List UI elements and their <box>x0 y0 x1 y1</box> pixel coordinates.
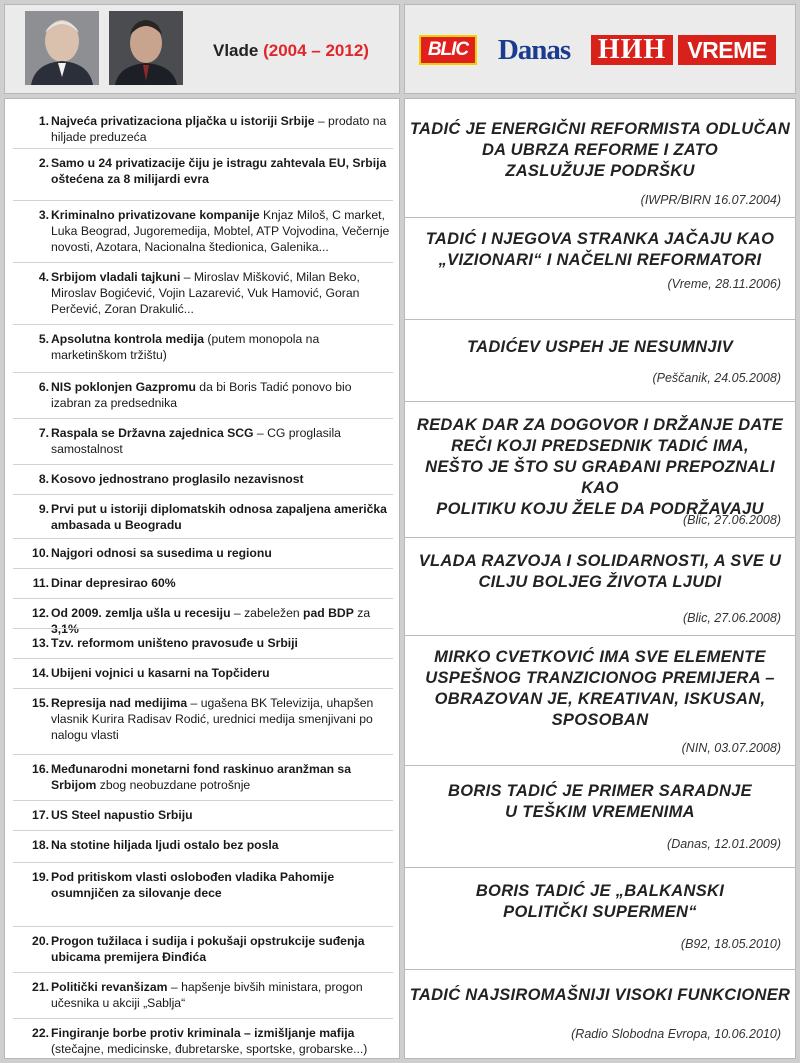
list-item-number: 6. <box>38 380 49 394</box>
list-item-number: 19. <box>32 870 49 884</box>
list-item-text <box>51 933 391 965</box>
quote-line: VLADA RAZVOJA I SOLIDARNOSTI, A SVE U <box>418 552 782 570</box>
list-item-bold-text: Dinar depresirao 60% <box>51 576 176 590</box>
page-title <box>213 41 369 61</box>
quote-source: (B92, 18.05.2010) <box>680 937 781 951</box>
list-item-text <box>51 331 391 363</box>
list-divider <box>13 200 393 201</box>
list-item-text <box>51 425 391 457</box>
quote-text <box>405 551 795 593</box>
quote-source: (Blic, 27.06.2008) <box>683 513 781 527</box>
list-item-text <box>51 379 391 411</box>
list-item-regular-text: – Miroslav Mišković, Milan Beko, Miroslav Bogićević, Vojin Lazarević, Vuk Hamović, Goran Perčević, Zoran Drakulić... <box>51 270 360 316</box>
list-item-bold-text: Tzv. reformom uništeno pravosuđe u Srbiji <box>51 636 298 650</box>
quote-text <box>405 119 795 182</box>
list-item-number: 12. <box>32 606 49 620</box>
list-item-regular-text: da bi Boris Tadić ponovo bio izabran za predsednika <box>51 380 352 410</box>
quote-line: POLITIČKI SUPERMEN“ <box>503 903 697 921</box>
quote-text <box>405 229 795 271</box>
quote-line: USPEŠNOG TRANZICIONOG PREMIJERA – <box>425 669 775 687</box>
quote-line: REDAK DAR ZA DOGOVOR I DRŽANJE DATE <box>416 416 784 434</box>
list-item-regular-text: – zabeležen <box>230 606 304 620</box>
list-item-bold-text: US Steel napustio Srbiju <box>51 808 193 822</box>
quote-line: TADIĆ JE ENERGIČNI REFORMISTA ODLUČAN <box>409 120 791 138</box>
list-item-number: 18. <box>32 838 49 852</box>
list-item-text <box>51 605 391 637</box>
list-item-regular-text: zbog neobuzdane potrošnje <box>96 778 251 792</box>
quote-divider <box>405 765 795 766</box>
quote-line: CILJU BOLJEG ŽIVOTA LJUDI <box>478 573 722 591</box>
list-item-regular-text: Knjaz Miloš, C market, Luka Beograd, Jugoremedija, Mobtel, ATP Vojvodina, Večernje novosti, Azotara, Nacionalna štedionica, Galenika... <box>51 208 390 254</box>
list-item-bold-text: Srbijom vladali tajkuni <box>51 270 181 284</box>
list-item-regular-text: – prodato na hiljade preduzeća <box>51 114 387 144</box>
list-item-regular-text: – hapšenje bivših ministara, progon učesnika u akciji „Sablja“ <box>51 980 363 1010</box>
portrait-right-image <box>109 11 183 85</box>
quote-line: TADIĆ NAJSIROMAŠNIJI VISOKI FUNKCIONER <box>409 986 791 1004</box>
list-item-number: 1. <box>38 114 49 128</box>
quote-divider <box>405 537 795 538</box>
list-item-number: 22. <box>32 1026 49 1040</box>
list-divider <box>13 926 393 927</box>
quote-line: BORIS TADIĆ JE „BALKANSKI <box>475 882 725 900</box>
quote-text <box>405 647 795 731</box>
list-item-bold-text: NIS poklonjen Gazpromu <box>51 380 196 394</box>
quote-line: TADIĆ I NJEGOVA STRANKA JAČAJU KAO <box>425 230 775 248</box>
list-item-bold-text: Samo u 24 privatizacije čiju je istragu zahtevala EU, Srbija oštećena za 8 milijardi evra <box>51 156 387 186</box>
list-item-bold-text: Međunarodni monetarni fond raskinuo aranžman sa Srbijom <box>51 762 351 792</box>
title-years: (2004 – 2012) <box>263 41 369 60</box>
quote-text <box>405 337 795 358</box>
list-item-number: 9. <box>38 502 49 516</box>
list-item-text <box>51 155 391 187</box>
list-item-number: 3. <box>38 208 49 222</box>
list-item-regular-text: – ugašena BK Televizija, uhapšen vlasnik Kurira Radisav Rodić, urednici medija smenjivani po nalogu vlasti <box>51 696 374 742</box>
list-divider <box>13 538 393 539</box>
quote-divider <box>405 969 795 970</box>
list-item-text <box>51 471 391 487</box>
title-prefix: Vlade <box>213 41 264 60</box>
vreme-logo: VREME <box>678 35 776 65</box>
quote-source: (IWPR/BIRN 16.07.2004) <box>640 193 781 207</box>
quote-line: NEŠTO JE ŠTO SU GRAĐANI PREPOZNALI KAO <box>425 458 775 497</box>
list-item-regular-text: (putem monopola na marketinškom tržištu) <box>51 332 320 362</box>
list-divider <box>13 324 393 325</box>
list-item-bold-text: Najgori odnosi sa susedima u regionu <box>51 546 272 560</box>
quote-text <box>405 985 795 1006</box>
quote-text <box>405 415 795 520</box>
quote-line: BORIS TADIĆ JE PRIMER SARADNJE <box>448 782 752 800</box>
list-divider <box>13 262 393 263</box>
list-item-text <box>51 837 391 853</box>
quote-divider <box>405 635 795 636</box>
list-item-text <box>51 113 391 145</box>
list-item-text <box>51 207 391 255</box>
list-item-text <box>51 695 391 743</box>
quote-source: (NIN, 03.07.2008) <box>681 741 781 755</box>
list-item-text <box>51 761 391 793</box>
list-item-number: 2. <box>38 156 49 170</box>
list-item-text <box>51 545 391 561</box>
list-item-number: 16. <box>32 762 49 776</box>
list-item-number: 17. <box>32 808 49 822</box>
quote-line: DA UBRZA REFORME I ZATO <box>481 141 719 159</box>
list-item-regular-text: (stečajne, medicinske, đubretarske, sportske, grobarske...) <box>51 1042 368 1056</box>
list-item-number: 10. <box>32 546 49 560</box>
quote-line: ZASLUŽUJE PODRŠKU <box>505 162 695 180</box>
list-item-bold-text: Kriminalno privatizovane kompanije <box>51 208 260 222</box>
list-divider <box>13 372 393 373</box>
list-divider <box>13 568 393 569</box>
list-item-bold-text: Na stotine hiljada ljudi ostalo bez posla <box>51 838 279 852</box>
list-item-bold-text: pad BDP <box>303 606 354 620</box>
quote-line: U TEŠKIM VREMENIMA <box>505 803 695 821</box>
quote-divider <box>405 319 795 320</box>
list-item-text <box>51 979 391 1011</box>
list-item-regular-text: za <box>353 606 371 620</box>
list-item-bold-text: Fingiranje borbe protiv kriminala – izmišljanje mafija <box>51 1026 355 1040</box>
list-item-text <box>51 1025 391 1057</box>
nin-logo: НИН <box>591 35 673 65</box>
quote-line: „VIZIONARI“ I NAČELNI REFORMATORI <box>438 251 762 269</box>
quote-divider <box>405 867 795 868</box>
quote-source: (Vreme, 28.11.2006) <box>667 277 781 291</box>
list-divider <box>13 628 393 629</box>
quote-text <box>405 781 795 823</box>
quote-line: REČI KOJI PREDSEDNIK TADIĆ IMA, <box>451 437 749 455</box>
quote-line: POLITIKU KOJU ŽELE DA PODRŽAVAJU <box>436 500 764 518</box>
quote-source: (Blic, 27.06.2008) <box>683 611 781 625</box>
list-item-number: 20. <box>32 934 49 948</box>
list-item-text <box>51 269 391 317</box>
list-item-text <box>51 575 391 591</box>
list-divider <box>13 598 393 599</box>
list-item-text <box>51 501 391 533</box>
list-divider <box>13 972 393 973</box>
quote-text <box>405 881 795 923</box>
list-item-bold-text: Od 2009. zemlja ušla u recesiju <box>51 606 231 620</box>
list-item-bold-text: Represija nad medijima <box>51 696 188 710</box>
list-item-number: 14. <box>32 666 49 680</box>
list-item-number: 15. <box>32 696 49 710</box>
header-left-panel <box>4 4 400 94</box>
list-item-bold-text: Prvi put u istoriji diplomatskih odnosa zapaljena američka ambasada u Beogradu <box>51 502 387 532</box>
list-divider <box>13 862 393 863</box>
quote-source: (Radio Slobodna Evropa, 10.06.2010) <box>571 1027 781 1041</box>
header-right-panel <box>404 4 796 94</box>
list-item-number: 11. <box>32 576 49 590</box>
list-divider <box>13 754 393 755</box>
list-item-number: 4. <box>38 270 49 284</box>
list-divider <box>13 464 393 465</box>
list-divider <box>13 1018 393 1019</box>
media-quotes-list <box>404 98 796 1059</box>
list-item-bold-text: Politički revanšizam <box>51 980 168 994</box>
list-item-bold-text: Apsolutna kontrola medija <box>51 332 205 346</box>
list-divider <box>13 830 393 831</box>
quote-source: (Peščanik, 24.05.2008) <box>652 371 781 385</box>
portrait-left-image <box>25 11 99 85</box>
blic-logo: BLIC <box>419 35 477 65</box>
quote-line: MIRKO CVETKOVIĆ IMA SVE ELEMENTE <box>434 648 766 666</box>
list-item-number: 13. <box>32 636 49 650</box>
list-item-bold-text: Progon tužilaca i sudija i pokušaji opstrukcije suđenja ubicama premijera Đinđića <box>51 934 365 964</box>
list-item-bold-text: 3,1% <box>51 622 79 636</box>
list-item-number: 5. <box>38 332 49 346</box>
danas-logo: Danas <box>497 33 571 66</box>
list-divider <box>13 658 393 659</box>
list-item-bold-text: Raspala se Državna zajednica SCG <box>51 426 254 440</box>
list-item-bold-text: Kosovo jednostrano proglasilo nezavisnost <box>51 472 304 486</box>
list-divider <box>13 418 393 419</box>
list-item-text <box>51 869 391 901</box>
list-divider <box>13 688 393 689</box>
quote-line: SPOSOBAN <box>551 711 649 729</box>
failures-list <box>4 98 400 1059</box>
quote-source: (Danas, 12.01.2009) <box>667 837 781 851</box>
list-item-number: 7. <box>38 426 49 440</box>
list-item-number: 21. <box>32 980 49 994</box>
list-item-text <box>51 635 391 651</box>
quote-divider <box>405 217 795 218</box>
list-item-regular-text: – CG proglasila samostalnost <box>51 426 341 456</box>
newspaper-logos <box>419 35 776 65</box>
list-item-text <box>51 807 391 823</box>
list-item-bold-text: Najveća privatizaciona pljačka u istoriji Srbije <box>51 114 315 128</box>
portrait-photo-right <box>109 11 183 85</box>
quote-line: TADIĆEV USPEH JE NESUMNJIV <box>466 338 734 356</box>
list-item-bold-text: Pod pritiskom vlasti oslobođen vladika Pahomije osumnjičen za silovanje dece <box>51 870 335 900</box>
list-divider <box>13 800 393 801</box>
list-item-number: 8. <box>38 472 49 486</box>
portrait-photo-left <box>25 11 99 85</box>
quote-line: OBRAZOVAN JE, KREATIVAN, ISKUSAN, <box>434 690 766 708</box>
list-item-bold-text: Ubijeni vojnici u kasarni na Topčideru <box>51 666 270 680</box>
list-item-text <box>51 665 391 681</box>
list-divider <box>13 148 393 149</box>
list-divider <box>13 494 393 495</box>
quote-divider <box>405 401 795 402</box>
